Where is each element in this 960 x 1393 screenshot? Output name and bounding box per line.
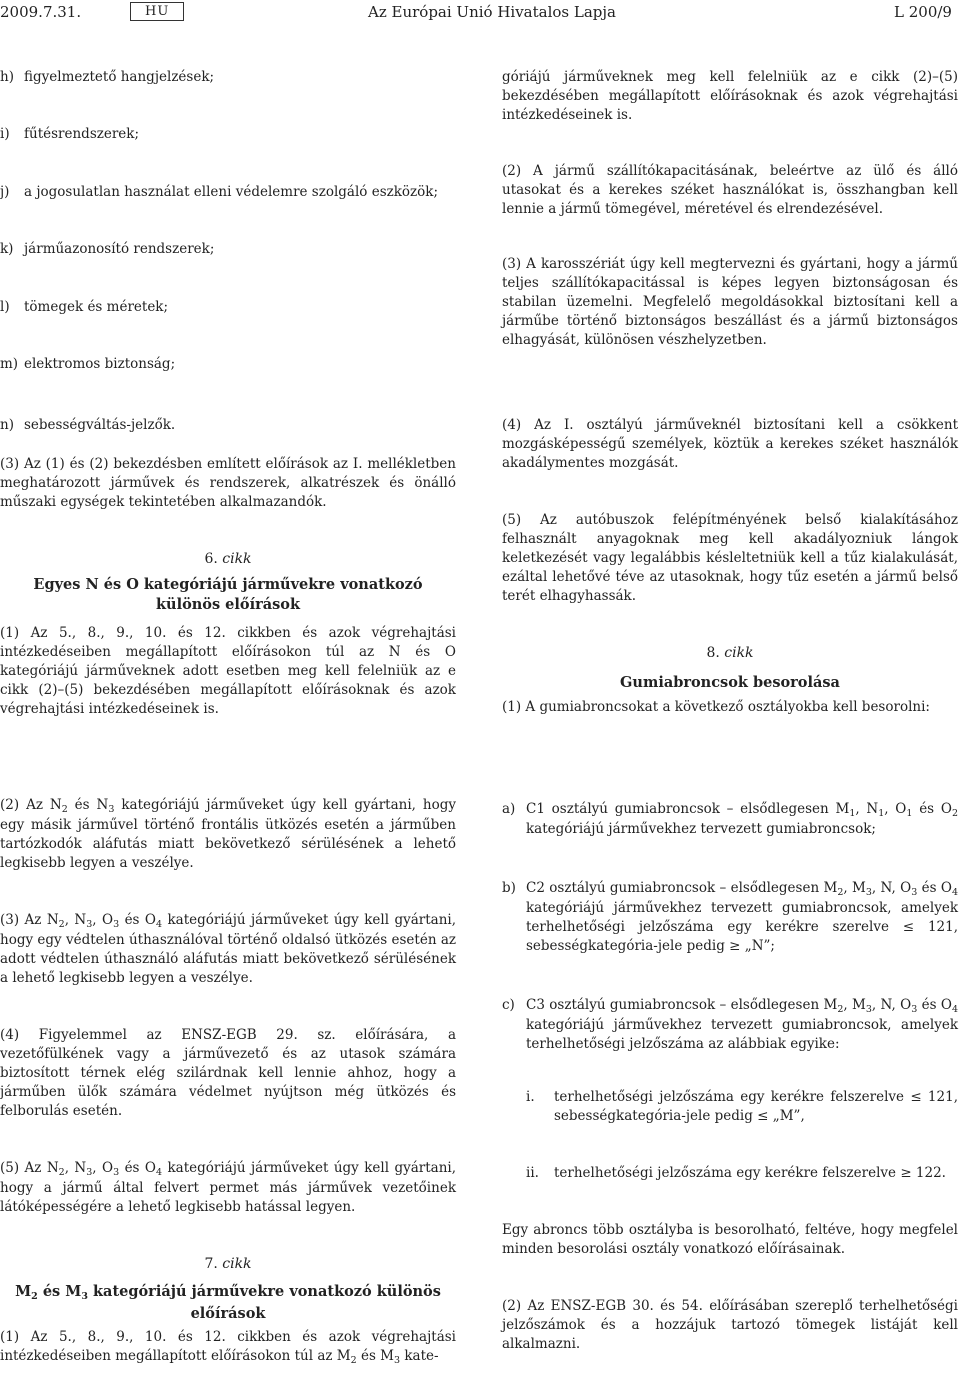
right-bottom-block <box>502 800 958 1354</box>
paragraph-4: (4) Figyelemmel az ENSZ-EGB 29. sz. előírására, a vezetőfülkének vagy a járművezető és az utasok számára biztosított térnek elég szilárdnak kell lennie ahhoz, hogy a járműben ülők számára védelmet nyújtson még ütközés és felborulás esetén. <box>0 1027 456 1119</box>
list-item: n) sebességváltás-jelzők. <box>0 417 176 433</box>
paragraph-3: (3) Az (1) és (2) bekezdésben említett előírások az I. mellékletben meghatározott járművek és rendszerek, alkatrészek és önálló műszaki egységek tekintetében alkalmazandók. <box>0 456 456 510</box>
list-item: j) a jogosulatlan használat elleni védelemre szolgáló eszközök; <box>0 184 439 200</box>
page-header <box>0 0 960 26</box>
article-title: Egyes N és O kategóriájú járművekre vonatkozó különös előírások <box>33 576 423 613</box>
paragraph-5: (5) Az autóbuszok felépítményének belső kialakításához felhasznált anyagoknak meg kell akadályozniuk lángok keletkezését vagy legalábbis késleltetniük kell a tűz kialakulását, ezáltal lehetővé téve az utasoknak, hogy tűz esetén a jármű belső terét elhagyhassák. <box>502 512 958 604</box>
page-number: L 200/9 <box>894 3 952 21</box>
paragraph-2: (2) Az ENSZ-EGB 30. és 54. előírásában szereplő terhelhetőségi jelzőszámok és a hozzájuk tartozó tömegek listáját kell alkalmazni. <box>502 1298 958 1352</box>
paragraph-3: (3) A karosszériát úgy kell megtervezni és gyártani, hogy a jármű teljes szállítókapacitással is képes legyen biztonságosan és stabilan üzemelni. Megfelelő megoldásokkal biztosítani kell a járműbe történő biztonságos beszállást és a jármű biztonságos elhagyását, különösen vészhelyzetben. <box>502 256 958 348</box>
header-date: 2009.7.31. <box>0 3 82 21</box>
left-list-top <box>0 68 456 374</box>
paragraph-1: (1) Az 5., 8., 9., 10. és 12. cikkben és azok végrehajtási intézkedéseiben megállapított előírásokon túl az N és O kategóriájú járműveknek adott esetben meg kell felelniük az e cikk (2)–(5) bekezdésében megállapított előírásoknak és azok végrehajtási intézkedéseinek is. <box>0 625 456 717</box>
paragraph: góriájú járműveknek meg kell felelniük az e cikk (2)–(5) bekezdésében megállapított előírásoknak és azok végrehajtási intézkedéseinek is. <box>502 69 958 123</box>
left-mid-block <box>0 416 456 719</box>
right-mid-block <box>502 416 958 717</box>
list-item: m) elektromos biztonság; <box>0 356 176 372</box>
paragraph-5: (5) Az $N_2$, $N_3$, $O_3$ és $O_4$ kategóriájú járműveket úgy kell gyártani, hogy a jármű által felvert permet más járművek vezetőinek látóképességére a lehető legkisebb hatással legyen. <box>0 1160 456 1215</box>
paragraph-2: (2) A jármű szállítókapacitásának, beleértve az ülő és álló utasokat és a kerekes széket használókat is, összhangban kell lennie a jármű tömegével, méretével és elrendezésével. <box>502 163 958 217</box>
language-badge: HU <box>130 2 184 21</box>
article-heading: 6. cikk <box>204 551 252 567</box>
list-item-b: b) C2 osztályú gumiabroncsok – elsődlegesen $M_2$, $M_3$, N, $O_3$ és $O_4$ kategóriájú járművekhez tervezett gumiabroncsok, amelyek terhelhetőségi jelzőszáma egy kerékre szerelve ≤ 121, sebességkategória-jele pedig ≥ „N”; <box>502 880 958 954</box>
article-heading: 8. cikk <box>706 645 754 661</box>
list-item-c: c) C3 osztályú gumiabroncsok – elsődlegesen $M_2$, $M_3$, N, $O_3$ és $O_4$ kategóriájú járművekhez tervezett gumiabroncsok, amelyek terhelhetőségi jelzőszáma az alábbiak egyike: <box>502 997 958 1052</box>
list-item-a: a) C1 osztályú gumiabroncsok – elsődlegesen $M_1$, $N_1$, $O_1$ és $O_2$ kategóriájú járművekhez tervezett gumiabroncsok; <box>502 801 958 837</box>
article-title: $M_2$ és $M_3$ kategóriájú járművekre vonatkozó különös előírások <box>15 1283 441 1322</box>
article-heading: 7. cikk <box>204 1256 252 1272</box>
right-top-block <box>502 68 958 350</box>
sub-item-ii: ii. terhelhetőségi jelzőszáma egy kerékre felszerelve ≥ 122. <box>526 1165 946 1181</box>
list-item: h) figyelmeztető hangjelzések; <box>0 69 215 85</box>
journal-title: Az Európai Unió Hivatalos Lapja <box>368 3 616 21</box>
paragraph-4: (4) Az I. osztályú járműveknél biztosítani kell a csökkent mozgásképességű személyek, köztük a kerekes széket használók akadálymentes mozgását. <box>502 417 958 471</box>
list-item: i) fűtésrendszerek; <box>0 126 140 142</box>
list-item: k) járműazonosító rendszerek; <box>0 241 215 257</box>
paragraph-note: Egy abroncs több osztályba is besorolható, feltéve, hogy megfelel minden besorolási osztály vonatkozó előírásainak. <box>502 1222 958 1257</box>
paragraph-1: (1) Az 5., 8., 9., 10. és 12. cikkben és azok végrehajtási intézkedéseiben megállapított előírásokon túl az $M_2$ és $M_3$ kate- <box>0 1329 456 1366</box>
list-item: l) tömegek és méretek; <box>0 299 169 315</box>
left-bottom-block <box>0 796 456 1367</box>
paragraph-1: (1) A gumiabroncsokat a következő osztályokba kell besorolni: <box>502 699 930 715</box>
article-title: Gumiabroncsok besorolása <box>620 674 840 691</box>
sub-item-i: i. terhelhetőségi jelzőszáma egy kerékre felszerelve ≤ 121, sebességkategória-jele pedig ≤ „M”, <box>526 1089 958 1124</box>
paragraph-2: (2) Az $N_2$ és $N_3$ kategóriájú járműveket úgy kell gyártani, hogy egy másik járművel történő frontális ütközés esetén a járműben tartózkodók aláfutás miatt bekövetkező sérülésének a lehető legkisebb legyen a veszélye. <box>0 797 456 871</box>
paragraph-3: (3) Az $N_2$, $N_3$, $O_3$ és $O_4$ kategóriájú járműveket úgy kell gyártani, hogy egy védtelen úthasználóval történő oldalsó ütközés esetén az adott védtelen úthasználó aláfutás miatt bekövetkező sérülésének a lehető legkisebb legyen a veszélye. <box>0 912 456 986</box>
